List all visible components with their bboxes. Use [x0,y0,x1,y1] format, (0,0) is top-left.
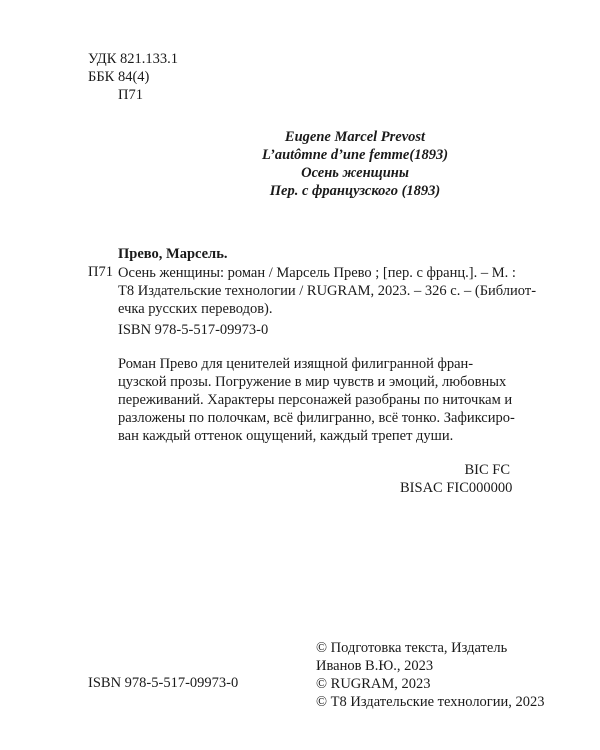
copyright-line: © Т8 Издательские технологии, 2023 [316,694,545,710]
annotation-line: разложены по полочкам, всё филигранно, всё тонко. Зафиксиро- [118,410,515,426]
copyright-line: © RUGRAM, 2023 [316,676,431,692]
annotation-line: переживаний. Характеры персонажей разобраны по ниточкам и [118,392,513,408]
description-line: ечка русских переводов). [118,301,273,317]
udk-code: УДК 821.133.1 [88,51,178,67]
bic-code: BIC FC [464,462,510,478]
footer-isbn: ISBN 978-5-517-09973-0 [88,675,239,691]
author-mark: П71 [118,87,143,103]
author-heading: Прево, Марсель. [118,246,228,262]
original-title: L’autômne d’une femme(1893) [261,147,449,163]
title-block [0,128,600,200]
description-line: Осень женщины: роман / Марсель Прево ; [пер. с франц.]. – М. : [118,265,516,281]
bbk-code: ББК 84(4) [88,69,150,85]
bisac-code: BISAC FIC000000 [400,480,513,496]
bibliographic-description [118,264,537,318]
translation-note: Пер. с французского (1893) [269,183,441,199]
annotation [118,355,518,445]
annotation-line: ван каждый оттенок ощущений, каждый трепет души. [118,428,454,444]
catalog-code: П71 [88,264,113,280]
original-author: Eugene Marcel Prevost [284,129,426,145]
annotation-line: Роман Прево для ценителей изящной филигранной фран- [118,356,474,372]
copyright-line: Иванов В.Ю., 2023 [316,658,434,674]
subject-codes [400,461,513,497]
isbn-record: ISBN 978-5-517-09973-0 [118,322,269,338]
copyright-line: © Подготовка текста, Издатель [316,640,508,656]
annotation-line: цузской прозы. Погружение в мир чувств и эмоций, любовных [118,374,507,390]
classification-codes [88,50,178,104]
russian-title: Осень женщины [301,165,409,181]
copyright-block [316,639,545,711]
description-line: Т8 Издательские технологии / RUGRAM, 2023. – 326 с. – (Библиот- [118,283,537,299]
